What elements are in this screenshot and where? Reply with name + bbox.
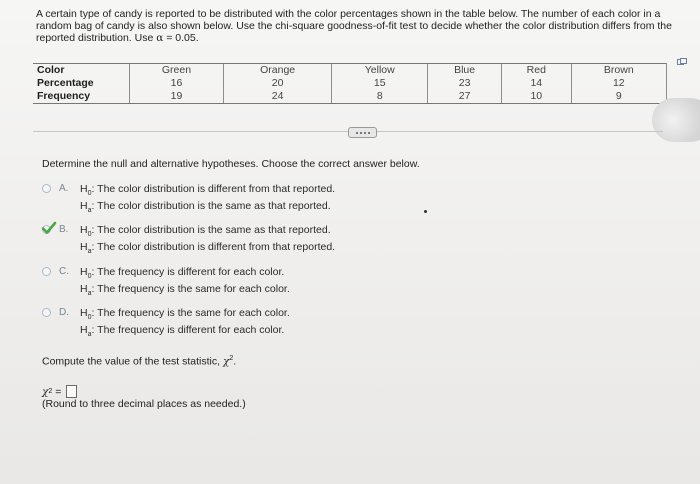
copy-icon[interactable] [677,58,687,66]
alternative-hypothesis: $H_a$: The frequency is the same for each color. [80,283,290,298]
alternative-hypothesis: $H_a$: The color distribution is different from that reported. [80,241,336,256]
side-scroll-handle[interactable] [652,98,700,142]
table-cell-frequency: 19 [130,90,224,104]
table-row [33,77,667,90]
alternative-hypothesis-text: The color distribution is different from that reported. [97,241,336,253]
table-cell-color: Orange [223,64,331,78]
answer-row: χ 2 = [42,385,77,398]
table-cell-frequency: 8 [332,90,428,104]
alternative-hypothesis-text: The frequency is different for each color. [97,324,285,336]
null-hypothesis-text: The frequency is the same for each color. [97,307,290,319]
table-cell-percentage: 20 [223,77,331,90]
table-cell-color: Yellow [332,64,428,78]
table-cell-color: Green [130,64,224,78]
table-cell-percentage: 23 [428,77,502,90]
table-cell-color: Brown [571,64,666,78]
table-cell-percentage: 16 [130,77,224,90]
ellipsis-icon [368,132,370,134]
row-label-frequency: Frequency [33,90,130,104]
alpha-value: = 0.05. [163,32,199,44]
table-cell-color: Blue [428,64,502,78]
null-hypothesis-text: The frequency is different for each color. [97,266,285,278]
alternative-hypothesis: $H_a$: The color distribution is the same as that reported. [80,200,331,215]
alternative-hypothesis-text: The frequency is the same for each color. [97,283,290,295]
question-prompt [36,8,686,44]
table-cell-frequency: 10 [502,90,572,104]
radio-button[interactable] [42,184,51,193]
table-cell-percentage: 14 [502,77,572,90]
alpha-symbol: α [156,32,164,44]
option-letter: C. [59,266,69,277]
row-label-percentage: Percentage [37,77,94,89]
table-cell-frequency: 24 [223,90,331,104]
null-hypothesis: $H_0$: The color distribution is different from that reported. [80,183,336,198]
prompt-text: A certain type of candy is reported to be distributed with the color percentages shown in the table below. The number of each color in a random bag of candy is also shown below. Use the chi-square goodness-of-fit test to decide whether the color distribution differs from the reported distribution. Use [36,8,672,44]
table-cell-color: Red [502,64,572,78]
stray-dot [424,210,427,213]
null-hypothesis-text: The color distribution is different from that reported. [97,183,336,195]
table-row [33,64,667,78]
check-icon [41,221,57,235]
chi-symbol: χ [222,355,230,368]
null-hypothesis-text: The color distribution is the same as that reported. [97,224,331,236]
answer-input[interactable] [66,385,77,398]
radio-button[interactable] [42,308,51,317]
radio-button[interactable] [42,267,51,276]
table-cell-percentage: 12 [571,77,666,90]
hypotheses-question: Determine the null and alternative hypotheses. Choose the correct answer below. [42,158,420,170]
alternative-hypothesis-text: The color distribution is the same as that reported. [97,200,331,212]
more-button[interactable] [348,127,377,138]
table-row [33,90,667,104]
option-letter: A. [59,183,69,194]
data-table [33,63,667,104]
option-letter: D. [59,307,69,318]
option-letter: B. [59,224,69,235]
ellipsis-icon [364,132,366,134]
null-hypothesis: $H_0$: The frequency is the same for each color. [80,307,290,322]
test-statistic-question: Compute the value of the test statistic, $\chi^2$. [42,355,237,368]
ellipsis-icon [360,132,362,134]
row-label-color: Color [33,64,130,78]
null-hypothesis: $H_0$: The color distribution is the same as that reported. [80,224,331,239]
table-cell-frequency: 27 [428,90,502,104]
rounding-note: (Round to three decimal places as needed.) [42,398,246,410]
alternative-hypothesis: $H_a$: The frequency is different for each color. [80,324,285,339]
ellipsis-icon [356,132,358,134]
null-hypothesis: $H_0$: The frequency is different for each color. [80,266,285,281]
table-cell-frequency: 9 [571,90,666,104]
chi-symbol: χ [42,385,49,398]
table-cell-percentage: 15 [332,77,428,90]
